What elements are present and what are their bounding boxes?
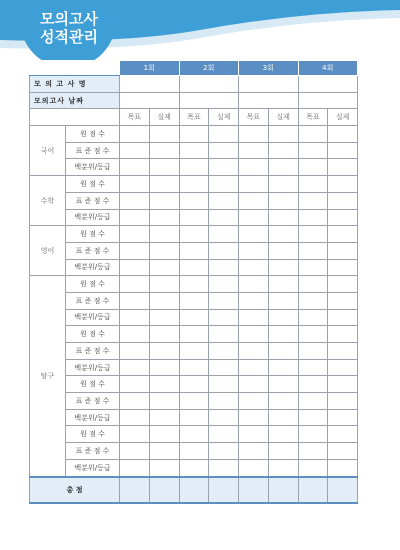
score-cell[interactable] [328,126,358,143]
score-cell[interactable] [120,126,150,143]
score-cell[interactable] [120,276,150,293]
score-cell[interactable] [209,309,239,326]
subject-label-3: 영어 [30,226,66,276]
score-cell[interactable] [239,326,269,343]
score-cell[interactable] [298,409,328,426]
score-cell[interactable] [209,126,239,143]
row-label: 원 점 수 [66,176,120,193]
row-label: 원 점 수 [66,276,120,293]
score-cell[interactable] [239,276,269,293]
score-cell[interactable] [149,309,179,326]
score-cell[interactable] [149,259,179,276]
score-cell[interactable] [328,326,358,343]
score-cell[interactable] [239,176,269,193]
round-header-3: 3회 [239,61,299,76]
score-cell[interactable] [179,409,209,426]
score-cell[interactable] [120,376,150,393]
score-cell[interactable] [298,459,328,476]
title-badge [20,2,118,60]
score-cell[interactable] [209,276,239,293]
score-cell[interactable] [149,393,179,410]
row-label: 표 준 점 수 [66,443,120,460]
score-cell[interactable] [239,126,269,143]
score-cell[interactable] [179,259,209,276]
subject-label-1: 국어 [30,126,66,176]
row-label: 표 준 점 수 [66,142,120,159]
total-cell[interactable] [149,477,179,503]
score-cell[interactable] [298,359,328,376]
info-label-1: 모 의 고 사 명 [30,76,120,93]
score-cell[interactable] [239,393,269,410]
score-cell[interactable] [239,209,269,226]
score-cell[interactable] [209,343,239,360]
score-cell[interactable] [120,142,150,159]
round-header-1: 1회 [120,61,180,76]
row-label: 표 준 점 수 [66,343,120,360]
score-cell[interactable] [149,159,179,176]
score-cell[interactable] [209,393,239,410]
score-cell[interactable] [239,192,269,209]
score-cell[interactable] [179,326,209,343]
score-cell[interactable] [120,426,150,443]
score-cell[interactable] [120,259,150,276]
score-cell[interactable] [268,309,298,326]
score-cell[interactable] [268,209,298,226]
info-label-2: 모의고사 날짜 [30,92,120,109]
score-cell[interactable] [120,393,150,410]
score-cell[interactable] [149,276,179,293]
score-cell[interactable] [120,359,150,376]
score-cell[interactable] [209,142,239,159]
score-cell[interactable] [179,226,209,243]
score-cell[interactable] [149,443,179,460]
score-table [29,60,358,504]
score-cell[interactable] [328,359,358,376]
score-cell[interactable] [209,159,239,176]
score-cell[interactable] [149,176,179,193]
score-cell[interactable] [298,426,328,443]
score-cell[interactable] [298,259,328,276]
score-cell[interactable] [209,242,239,259]
score-cell[interactable] [179,242,209,259]
score-cell[interactable] [239,459,269,476]
total-label: 총 점 [30,477,120,503]
sub-header-target: 목표 [239,109,269,126]
score-cell[interactable] [149,426,179,443]
score-cell[interactable] [328,142,358,159]
score-cell[interactable] [268,443,298,460]
score-cell[interactable] [268,393,298,410]
score-cell[interactable] [328,309,358,326]
info-input-cell[interactable] [298,76,358,93]
score-cell[interactable] [209,292,239,309]
subject-label-tamgu: 탐구 [30,276,66,477]
total-cell[interactable] [298,477,328,503]
score-cell[interactable] [149,192,179,209]
score-cell[interactable] [209,426,239,443]
info-input-cell[interactable] [179,76,239,93]
score-cell[interactable] [268,276,298,293]
row-label: 원 점 수 [66,326,120,343]
score-cell[interactable] [328,292,358,309]
total-cell[interactable] [209,477,239,503]
score-cell[interactable] [120,292,150,309]
row-label: 원 점 수 [66,126,120,143]
row-label: 원 점 수 [66,376,120,393]
score-cell[interactable] [120,242,150,259]
score-cell[interactable] [268,176,298,193]
score-cell[interactable] [239,443,269,460]
row-label: 백분위/등급 [66,259,120,276]
score-cell[interactable] [268,376,298,393]
score-cell[interactable] [239,426,269,443]
score-cell[interactable] [268,409,298,426]
score-cell[interactable] [328,176,358,193]
score-cell[interactable] [179,443,209,460]
score-cell[interactable] [298,209,328,226]
score-cell[interactable] [120,409,150,426]
header-blank [30,61,120,76]
score-cell[interactable] [149,459,179,476]
score-cell[interactable] [298,192,328,209]
info-input-cell[interactable] [239,92,299,109]
score-cell[interactable] [298,242,328,259]
score-cell[interactable] [120,159,150,176]
score-cell[interactable] [239,309,269,326]
row-label: 원 점 수 [66,226,120,243]
round-header-2: 2회 [179,61,239,76]
score-cell[interactable] [328,393,358,410]
sub-header-target: 목표 [120,109,150,126]
sub-header-target: 목표 [298,109,328,126]
score-cell[interactable] [328,343,358,360]
score-cell[interactable] [239,292,269,309]
score-cell[interactable] [268,192,298,209]
score-cell[interactable] [328,276,358,293]
row-label: 백분위/등급 [66,159,120,176]
score-cell[interactable] [209,192,239,209]
score-cell[interactable] [298,176,328,193]
info-input-cell[interactable] [120,76,180,93]
total-cell[interactable] [328,477,358,503]
score-cell[interactable] [209,409,239,426]
score-cell[interactable] [328,192,358,209]
score-cell[interactable] [328,259,358,276]
score-cell[interactable] [268,259,298,276]
score-cell[interactable] [149,126,179,143]
score-cell[interactable] [149,359,179,376]
row-label: 백분위/등급 [66,309,120,326]
score-cell[interactable] [298,142,328,159]
score-cell[interactable] [179,276,209,293]
score-cell[interactable] [298,443,328,460]
score-cell[interactable] [328,409,358,426]
score-cell[interactable] [268,426,298,443]
info-input-cell[interactable] [120,92,180,109]
score-cell[interactable] [120,192,150,209]
score-cell[interactable] [149,292,179,309]
score-cell[interactable] [149,376,179,393]
sub-header-blank [30,109,120,126]
sub-header-actual: 실제 [328,109,358,126]
row-label: 백분위/등급 [66,209,120,226]
score-cell[interactable] [209,326,239,343]
score-cell[interactable] [239,259,269,276]
score-cell[interactable] [179,459,209,476]
sub-header-actual: 실제 [149,109,179,126]
score-cell[interactable] [298,292,328,309]
row-label: 백분위/등급 [66,409,120,426]
score-cell[interactable] [209,359,239,376]
score-cell[interactable] [149,326,179,343]
score-cell[interactable] [209,226,239,243]
score-cell[interactable] [268,142,298,159]
score-cell[interactable] [328,209,358,226]
score-cell[interactable] [179,292,209,309]
score-cell[interactable] [268,226,298,243]
subject-label-2: 수학 [30,176,66,226]
score-cell[interactable] [179,126,209,143]
score-cell[interactable] [179,309,209,326]
score-cell[interactable] [209,459,239,476]
badge-line-1: 모의고사 [40,10,98,28]
score-cell[interactable] [328,459,358,476]
total-cell[interactable] [268,477,298,503]
score-cell[interactable] [298,376,328,393]
info-input-cell[interactable] [239,76,299,93]
score-cell[interactable] [120,209,150,226]
score-cell[interactable] [120,443,150,460]
score-cell[interactable] [298,226,328,243]
score-cell[interactable] [209,443,239,460]
score-cell[interactable] [149,242,179,259]
score-cell[interactable] [179,176,209,193]
score-cell[interactable] [179,209,209,226]
score-cell[interactable] [298,393,328,410]
score-cell[interactable] [298,126,328,143]
score-cell[interactable] [239,242,269,259]
score-cell[interactable] [209,176,239,193]
score-cell[interactable] [209,376,239,393]
score-cell[interactable] [179,192,209,209]
score-cell[interactable] [179,343,209,360]
score-cell[interactable] [239,359,269,376]
score-cell[interactable] [149,409,179,426]
sub-header-actual: 실제 [268,109,298,126]
score-cell[interactable] [239,409,269,426]
score-cell[interactable] [209,209,239,226]
score-cell[interactable] [209,259,239,276]
score-cell[interactable] [298,343,328,360]
score-cell[interactable] [239,226,269,243]
score-cell[interactable] [179,376,209,393]
score-cell[interactable] [239,376,269,393]
score-cell[interactable] [298,276,328,293]
score-cell[interactable] [179,426,209,443]
score-cell[interactable] [120,459,150,476]
total-cell[interactable] [120,477,150,503]
total-cell[interactable] [239,477,269,503]
score-cell[interactable] [149,226,179,243]
score-cell[interactable] [239,142,269,159]
row-label: 원 점 수 [66,426,120,443]
row-label: 백분위/등급 [66,359,120,376]
score-cell[interactable] [120,309,150,326]
score-cell[interactable] [149,209,179,226]
total-cell[interactable] [179,477,209,503]
score-cell[interactable] [268,242,298,259]
score-cell[interactable] [268,459,298,476]
sub-header-actual: 실제 [209,109,239,126]
score-cell[interactable] [328,426,358,443]
score-cell[interactable] [120,326,150,343]
row-label: 표 준 점 수 [66,292,120,309]
score-cell[interactable] [268,126,298,143]
score-cell[interactable] [120,343,150,360]
score-cell[interactable] [328,443,358,460]
sub-header-target: 목표 [179,109,209,126]
score-cell[interactable] [268,359,298,376]
badge-line-2: 성적관리 [40,28,98,46]
info-input-cell[interactable] [179,92,239,109]
row-label: 표 준 점 수 [66,192,120,209]
score-cell[interactable] [328,159,358,176]
score-cell[interactable] [328,242,358,259]
score-cell[interactable] [268,159,298,176]
score-cell[interactable] [268,292,298,309]
score-cell[interactable] [298,159,328,176]
score-cell[interactable] [328,226,358,243]
info-input-cell[interactable] [298,92,358,109]
round-header-4: 4회 [298,61,358,76]
row-label: 표 준 점 수 [66,393,120,410]
score-cell[interactable] [239,159,269,176]
score-cell[interactable] [179,393,209,410]
score-cell[interactable] [268,343,298,360]
score-cell[interactable] [149,142,179,159]
row-label: 표 준 점 수 [66,242,120,259]
score-cell[interactable] [298,326,328,343]
score-cell[interactable] [268,326,298,343]
score-cell[interactable] [120,176,150,193]
score-cell[interactable] [179,142,209,159]
score-cell[interactable] [328,376,358,393]
score-cell[interactable] [298,309,328,326]
score-cell[interactable] [179,359,209,376]
score-cell[interactable] [120,226,150,243]
score-cell[interactable] [149,343,179,360]
score-cell[interactable] [239,343,269,360]
score-cell[interactable] [179,159,209,176]
row-label: 백분위/등급 [66,459,120,476]
